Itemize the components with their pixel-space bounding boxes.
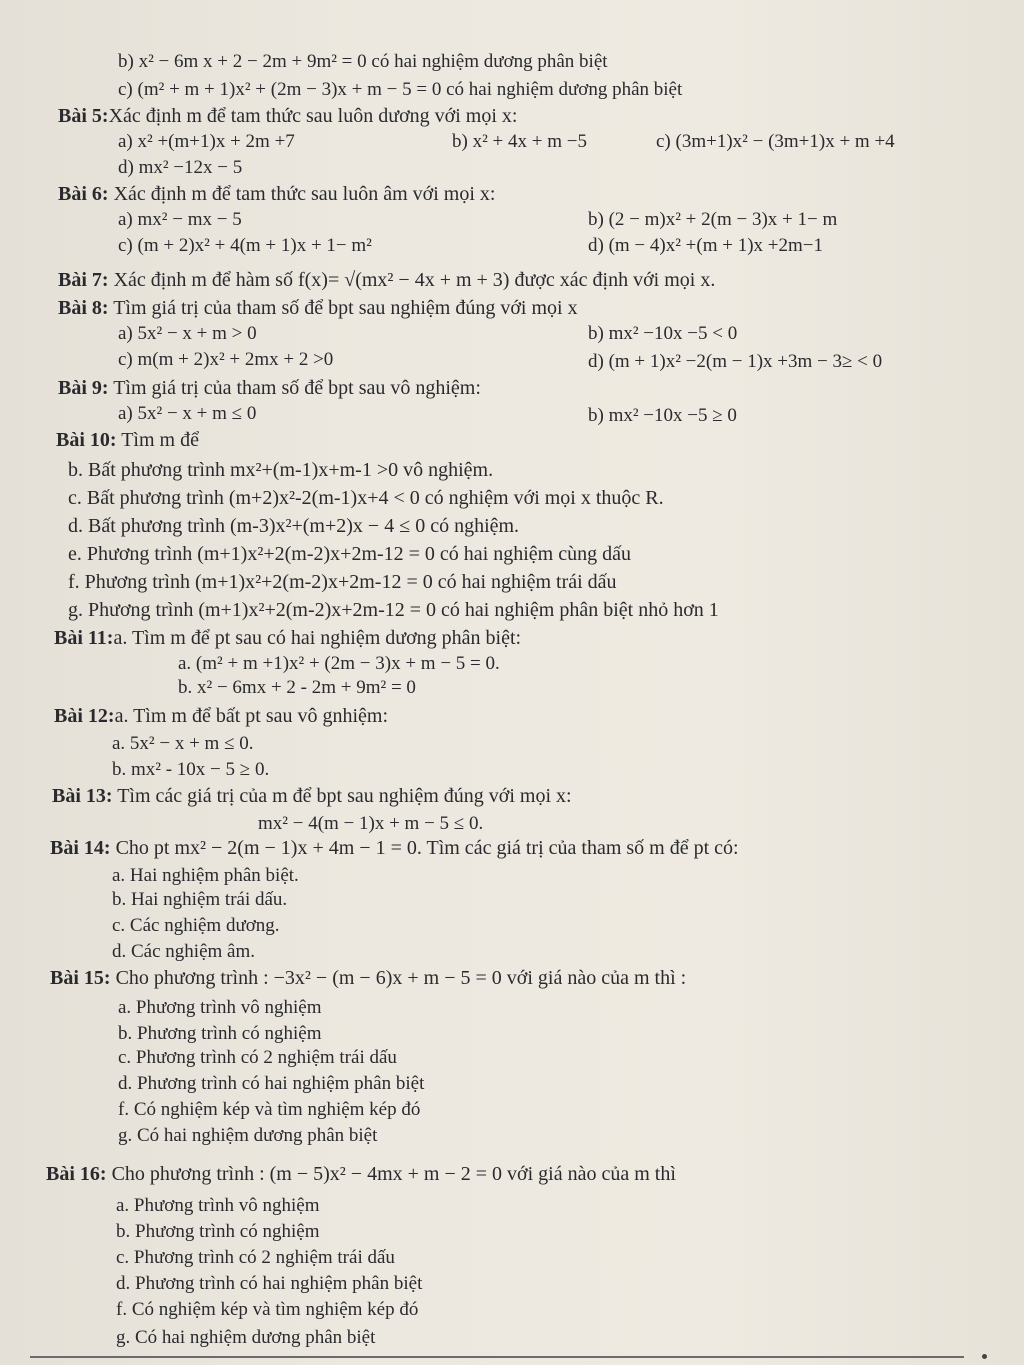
bai5-text: Xác định m để tam thức sau luôn dương với mọi x:: [108, 105, 518, 127]
bai12-number: Bài 12:: [54, 705, 115, 727]
bai8-heading: [58, 296, 578, 320]
bai15-item-d: d. Phương trình có hai nghiệm phân biệt: [118, 1073, 425, 1094]
bai10-number: Bài 10:: [56, 429, 117, 451]
bai14-item-a: a. Hai nghiệm phân biệt.: [112, 865, 299, 886]
bai10-heading: [56, 428, 199, 452]
bai15-item-f: f. Có nghiệm kép và tìm nghiệm kép đó: [118, 1099, 421, 1120]
bai14-number: Bài 14:: [50, 837, 111, 859]
bai16-item-g: g. Có hai nghiệm dương phân biệt: [116, 1327, 376, 1348]
bai13-heading: [52, 784, 572, 808]
bai11-item-b: b. x² − 6mx + 2 - 2m + 9m² = 0: [178, 677, 416, 698]
bai5-number: Bài 5:: [58, 105, 109, 127]
bai8-text: Tìm giá trị của tham số để bpt sau nghiệm đúng với mọi x: [108, 297, 578, 319]
bai6-item-a: a) mx² − mx − 5: [118, 209, 242, 230]
bai16-item-b: b. Phương trình có nghiệm: [116, 1221, 320, 1242]
bai15-number: Bài 15:: [50, 967, 111, 989]
bai13-equation: mx² − 4(m − 1)x + m − 5 ≤ 0.: [258, 813, 484, 834]
bai8-item-d: d) (m + 1)x² −2(m − 1)x +3m − 3≥ < 0: [588, 351, 883, 372]
bai16-item-c: c. Phương trình có 2 nghiệm trái dấu: [116, 1247, 395, 1268]
bai6-item-c: c) (m + 2)x² + 4(m + 1)x + 1− m²: [118, 235, 372, 256]
bai8-number: Bài 8:: [58, 297, 109, 319]
bai9-item-b: b) mx² −10x −5 ≥ 0: [588, 405, 737, 426]
bai12-item-b: b. mx² - 10x − 5 ≥ 0.: [112, 759, 270, 780]
bai9-heading: [58, 376, 481, 400]
bai16-item-a: a. Phương trình vô nghiệm: [116, 1195, 320, 1216]
bai13-text: Tìm các giá trị của m để bpt sau nghiệm đúng với mọi x:: [112, 785, 572, 807]
bai7-text: Xác định m để hàm số f(x)= √(mx² − 4x + m + 3) được xác định với mọi x.: [108, 269, 716, 291]
bai9-text: Tìm giá trị của tham số để bpt sau vô nghiệm:: [108, 377, 481, 399]
bai12-text: a. Tìm m để bất pt sau vô gnhiệm:: [114, 705, 389, 727]
bottom-divider: [30, 1356, 964, 1358]
bai16-text: Cho phương trình : (m − 5)x² − 4mx + m − 2 = 0 với giá nào của m thì: [106, 1163, 676, 1185]
bai8-item-c: c) m(m + 2)x² + 2mx + 2 >0: [118, 349, 334, 370]
bai9-item-a: a) 5x² − x + m ≤ 0: [118, 403, 257, 424]
bai6-text: Xác định m để tam thức sau luôn âm với mọi x:: [108, 183, 496, 205]
bai10-item-c: c. Bất phương trình (m+2)x²-2(m-1)x+4 < 0 có nghiệm với mọi x thuộc R.: [68, 487, 664, 509]
corner-dot: [982, 1354, 987, 1359]
bai15-item-c: c. Phương trình có 2 nghiệm trái dấu: [118, 1047, 397, 1068]
bai8-item-a: a) 5x² − x + m > 0: [118, 323, 257, 344]
bai12-item-a: a. 5x² − x + m ≤ 0.: [112, 733, 254, 754]
bai14-heading: [50, 836, 739, 860]
bai15-item-g: g. Có hai nghiệm dương phân biệt: [118, 1125, 378, 1146]
bai16-item-d: d. Phương trình có hai nghiệm phân biệt: [116, 1273, 423, 1294]
bai5-item-b: b) x² + 4x + m −5: [452, 131, 587, 152]
bai5-item-c: c) (3m+1)x² − (3m+1)x + m +4: [656, 131, 895, 152]
bai6-heading: [58, 182, 495, 206]
bai15-text: Cho phương trình : −3x² − (m − 6)x + m − 5 = 0 với giá nào của m thì :: [110, 967, 687, 989]
bai6-number: Bài 6:: [58, 183, 109, 205]
bai11-heading: [54, 626, 521, 650]
bai5-item-d: d) mx² −12x − 5: [118, 157, 243, 178]
bai16-heading: [46, 1162, 676, 1186]
bai10-item-d: d. Bất phương trình (m-3)x²+(m+2)x − 4 ≤ 0 có nghiệm.: [68, 515, 520, 537]
bai11-text: a. Tìm m để pt sau có hai nghiệm dương phân biệt:: [113, 627, 522, 649]
bai14-item-d: d. Các nghiệm âm.: [112, 941, 255, 962]
bai16-item-f: f. Có nghiệm kép và tìm nghiệm kép đó: [116, 1299, 419, 1320]
bai11-number: Bài 11:: [54, 627, 114, 649]
bai8-item-b: b) mx² −10x −5 < 0: [588, 323, 738, 344]
bai10-item-b: b. Bất phương trình mx²+(m-1)x+m-1 >0 vô nghiệm.: [68, 459, 494, 481]
bai16-number: Bài 16:: [46, 1163, 107, 1185]
bai5-item-a: a) x² +(m+1)x + 2m +7: [118, 131, 295, 152]
bai6-item-d: d) (m − 4)x² +(m + 1)x +2m−1: [588, 235, 823, 256]
bai15-item-a: a. Phương trình vô nghiệm: [118, 997, 322, 1018]
bai10-text: Tìm m để: [116, 429, 199, 451]
pre-item-b: b) x² − 6m x + 2 − 2m + 9m² = 0 có hai nghiệm dương phân biệt: [118, 51, 608, 72]
bai10-item-g: g. Phương trình (m+1)x²+2(m-2)x+2m-12 = 0 có hai nghiệm phân biệt nhỏ hơn 1: [68, 599, 719, 621]
pre-item-c: c) (m² + m + 1)x² + (2m − 3)x + m − 5 = 0 có hai nghiệm dương phân biệt: [118, 79, 683, 100]
bai15-heading: [50, 966, 686, 990]
bai12-heading: [54, 704, 388, 728]
bai14-text: Cho pt mx² − 2(m − 1)x + 4m − 1 = 0. Tìm các giá trị của tham số m để pt có:: [110, 837, 739, 859]
bai9-number: Bài 9:: [58, 377, 109, 399]
bai10-item-f: f. Phương trình (m+1)x²+2(m-2)x+2m-12 = 0 có hai nghiệm trái dấu: [68, 571, 617, 593]
bai5-heading: [58, 104, 517, 128]
bai10-item-e: e. Phương trình (m+1)x²+2(m-2)x+2m-12 = 0 có hai nghiệm cùng dấu: [68, 543, 631, 565]
bai11-item-a: a. (m² + m +1)x² + (2m − 3)x + m − 5 = 0.: [178, 653, 500, 674]
bai7-number: Bài 7:: [58, 269, 109, 291]
bai14-item-b: b. Hai nghiệm trái dấu.: [112, 889, 288, 910]
bai15-item-b: b. Phương trình có nghiệm: [118, 1023, 322, 1044]
bai13-number: Bài 13:: [52, 785, 113, 807]
bai14-item-c: c. Các nghiệm dương.: [112, 915, 280, 936]
bai7-heading: [58, 268, 715, 292]
bai6-item-b: b) (2 − m)x² + 2(m − 3)x + 1− m: [588, 209, 838, 230]
